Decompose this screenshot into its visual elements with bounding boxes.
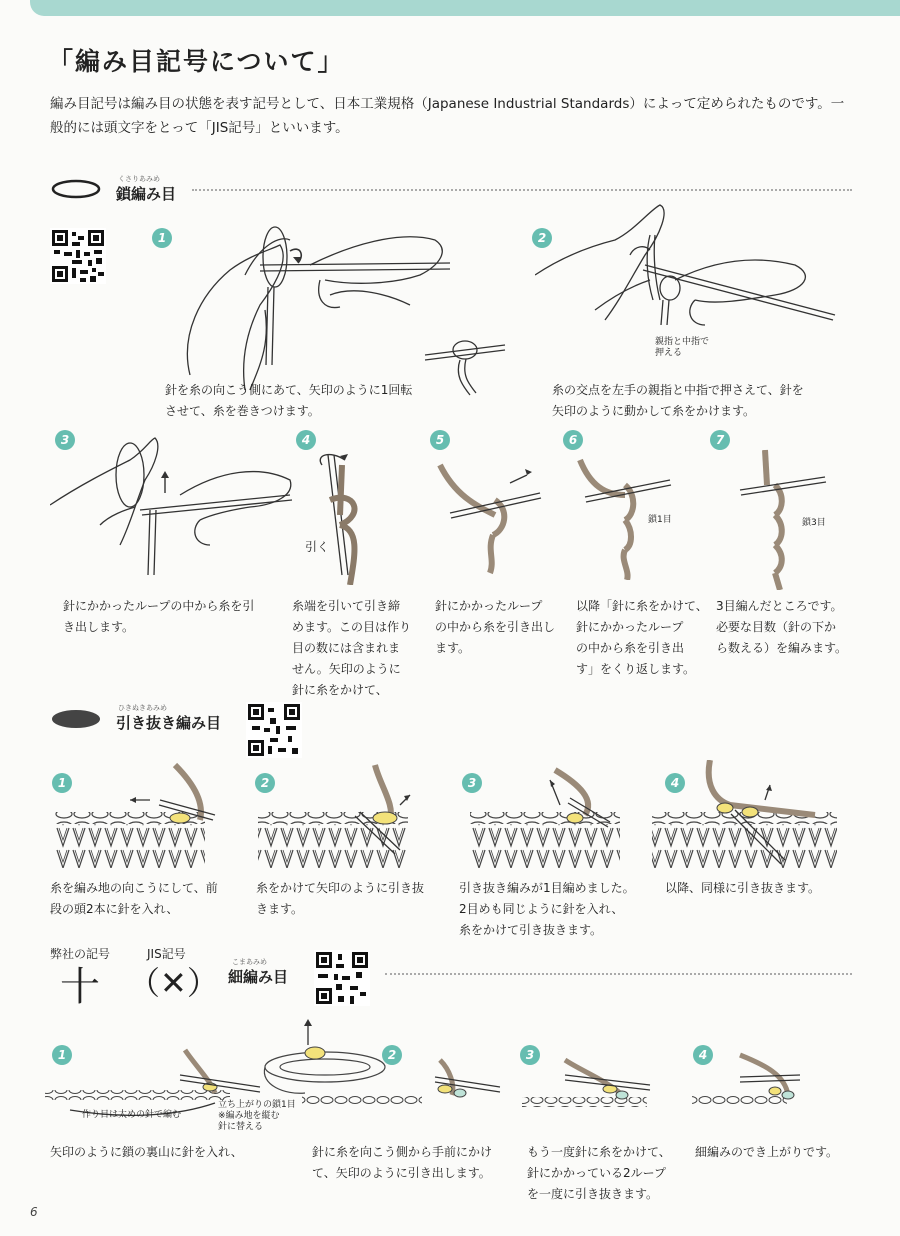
step-number: 2	[255, 773, 275, 793]
step-number: 1	[52, 773, 72, 793]
slip-ruby: ひきぬきあみめ	[118, 704, 167, 712]
step-caption: 糸をかけて矢印のように引き抜 きます。	[256, 881, 425, 916]
step-note: 作り目は太めの針で編む	[82, 1110, 182, 1120]
step-caption: 針に糸を向こう側から手前にかけ て、矢印のように引き出します。	[312, 1145, 493, 1180]
step-number: 3	[520, 1045, 540, 1065]
step-caption: 以降「針に糸をかけて、 針にかかったループ の中から糸を引き出 す」をくり返します。	[576, 599, 708, 676]
chain-ruby: くさりあみめ	[118, 175, 160, 183]
single-section-title: 細編み目	[228, 968, 289, 986]
step-caption: 針にかかったループ の中から糸を引き出し ます。	[435, 599, 556, 655]
step-number: 4	[693, 1045, 713, 1065]
step-caption: 糸の交点を左手の親指と中指で押さえて、針を 矢印のように動かして糸をかけます。	[552, 383, 804, 418]
step-note: 立ち上がりの鎖1目 ※編み地を縦む 針に替える	[218, 1100, 296, 1132]
step-number: 3	[462, 773, 482, 793]
slip-symbol-icon	[50, 708, 102, 730]
hand-illustration	[50, 435, 295, 585]
chain-section-title: 鎖編み目	[116, 185, 177, 203]
company-symbol-icon: 十	[60, 964, 100, 1010]
step-number: 5	[430, 430, 450, 450]
qr-code-icon[interactable]	[246, 702, 302, 758]
step-note: 鎖1目	[648, 515, 672, 525]
section-divider	[192, 189, 852, 191]
step-caption: 糸を編み地の向こうにして、前 段の頭2本に針を入れ、	[50, 881, 218, 916]
step-number: 3	[55, 430, 75, 450]
company-symbol-label: 弊社の記号	[50, 947, 111, 961]
step-caption: 引き抜き編みが1目編めました。 2目めも同じように針を入れ、 糸をかけて引き抜きます。	[459, 881, 635, 937]
slip-section-title: 引き抜き編み目	[116, 714, 222, 732]
single-ruby: こまあみめ	[232, 958, 267, 966]
step-note: 引く	[305, 540, 330, 554]
step-number: 4	[665, 773, 685, 793]
step-number: 6	[563, 430, 583, 450]
intro-text: 編み目記号は編み目の状態を表す記号として、日本工業規格（Japanese Industrial Standards）によって定められたものです。一般的には頭文字をとって「JIS記号」といいます。	[50, 96, 845, 136]
jis-symbol-icon: （✕）	[128, 964, 219, 1002]
step-number: 2	[382, 1045, 402, 1065]
step-caption: 矢印のように鎖の裏山に針を入れ、	[50, 1145, 243, 1159]
step-number: 1	[152, 228, 172, 248]
qr-code-icon[interactable]	[314, 950, 370, 1006]
step-caption: 針にかかったループの中から糸を引 き出します。	[63, 599, 255, 634]
page-title: 「編み目記号について」	[48, 47, 345, 76]
crochet-hook-illustration	[435, 455, 545, 575]
page-number: 6	[30, 1205, 38, 1219]
header-band	[30, 0, 900, 16]
step-number: 7	[710, 430, 730, 450]
step-number: 4	[296, 430, 316, 450]
step-caption: もう一度針に糸をかけて、 針にかかっている2ループ を一度に引き抜きます。	[527, 1145, 671, 1201]
step-caption: 糸端を引いて引き締 めます。この目は作り 目の数には含まれま せん。矢印のように 針に糸をかけて、	[292, 599, 412, 697]
step-number: 2	[532, 228, 552, 248]
step-caption: 3目編んだところです。 必要な目数（針の下か ら数える）を編みます。	[716, 599, 848, 655]
qr-code-icon[interactable]	[50, 228, 106, 284]
step-caption: 以降、同様に引き抜きます。	[665, 881, 821, 895]
step-number: 1	[52, 1045, 72, 1065]
step-note: 鎖3目	[802, 518, 826, 528]
chain-symbol-icon	[50, 178, 102, 200]
hand-illustration	[150, 215, 520, 405]
jis-symbol-label: JIS記号	[147, 947, 186, 961]
knitted-fabric-illustration	[55, 760, 845, 875]
step-caption: 針を糸の向こう側にあて、矢印のように1回転 させて、糸を巻きつけます。	[165, 383, 413, 418]
section-divider	[385, 973, 852, 975]
step-note: 親指と中指で 押える	[655, 337, 710, 358]
step-caption: 細編みのでき上がりです。	[695, 1145, 839, 1159]
crochet-hook-illustration	[300, 445, 380, 585]
